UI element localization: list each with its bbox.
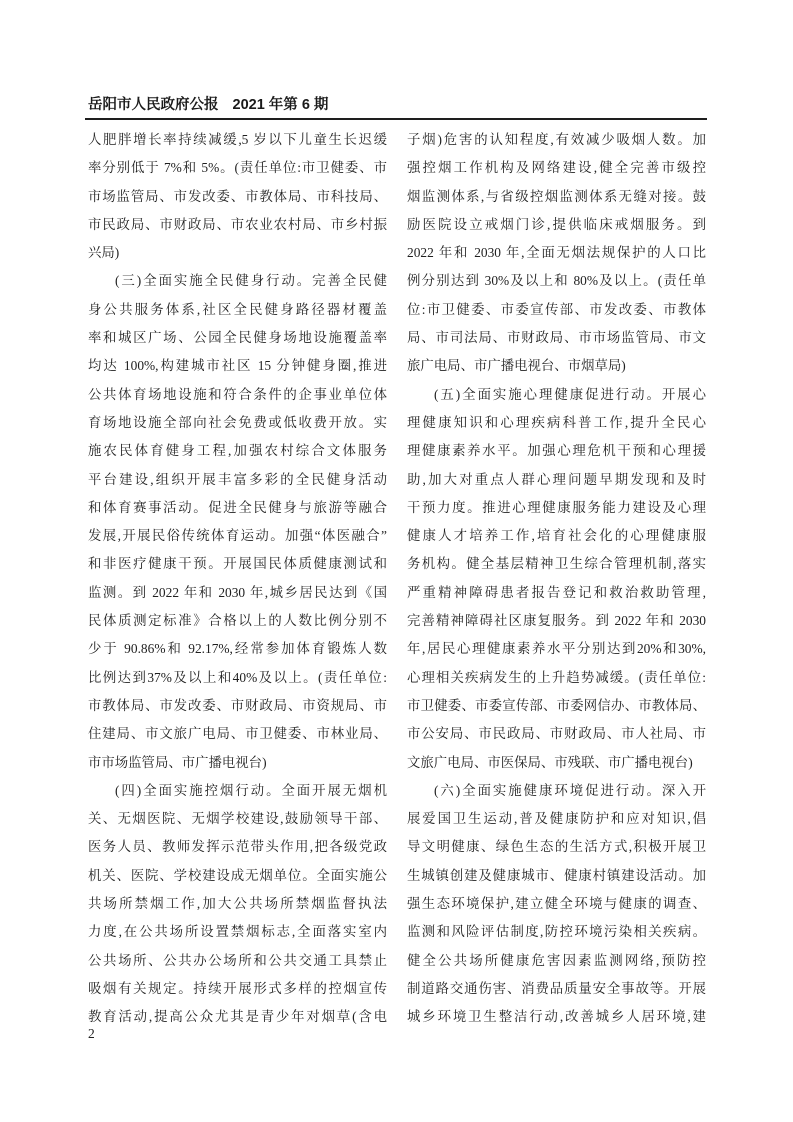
- body-text-line: 监测和风险评估制度,防控环境污染相关疾病。: [407, 924, 706, 940]
- body-text-line: (五)全面实施心理健康促进行动。开展心: [434, 386, 706, 402]
- body-text-line: 局、市司法局、市财政局、市市场监管局、市文: [407, 330, 706, 346]
- body-text-line: 强生态环境保护,建立健全环境与健康的调查、: [407, 896, 706, 912]
- body-text-line: 平台建设,组织开展丰富多彩的全民健身活动: [88, 471, 387, 487]
- body-text-line: 力度,在公共场所设置禁烟标志,全面落实室内: [88, 924, 387, 940]
- body-text-line: 例分别达到 30%及以上和 80%及以上。(责任单: [407, 273, 706, 289]
- body-text-line: 关、无烟医院、无烟学校建设,鼓励领导干部、: [88, 811, 387, 827]
- body-text-line: 市市场监管局、市广播电视台): [88, 754, 267, 770]
- body-text-line: (六)全面实施健康环境促进行动。深入开: [434, 782, 706, 798]
- body-text-line: 民体质测定标准》合格以上的人数比例分别不: [88, 613, 387, 629]
- body-text-line: 公共体育场地设施和符合条件的企事业单位体: [88, 386, 387, 402]
- body-text-line: 展爱国卫生运动,普及健康防护和应对知识,倡: [407, 811, 706, 827]
- body-text-line: 监测。到 2022 年和 2030 年,城乡居民达到《国: [88, 584, 387, 600]
- body-text-line: 理健康素养水平。加强心理危机干预和心理援: [407, 443, 706, 459]
- body-text-line: 生城镇创建及健康城市、健康村镇建设活动。加: [407, 867, 706, 883]
- body-text-line: 兴局): [88, 245, 120, 261]
- page-number: 2: [88, 1026, 95, 1041]
- right-column: [407, 126, 706, 1032]
- body-text-line: 健康人才培养工作,培育社会化的心理健康服: [407, 528, 706, 544]
- body-text-line: 市卫健委、市委宣传部、市委网信办、市教体局、: [407, 697, 706, 713]
- body-text-line: 制道路交通伤害、消费品质量安全事故等。开展: [407, 980, 706, 996]
- body-text-line: 旅广电局、市广播电视台、市烟草局): [407, 358, 626, 374]
- body-text-line: 身公共服务体系,社区全民健身路径器材覆盖: [88, 301, 387, 317]
- body-text-line: 市教体局、市发改委、市财政局、市资规局、市: [88, 697, 387, 713]
- body-text-line: 率分别低于 7%和 5%。(责任单位:市卫健委、市: [88, 160, 387, 176]
- body-text-line: 文旅广电局、市医保局、市残联、市广播电视台): [407, 754, 693, 770]
- body-text-line: 烟监测体系,与省级控烟监测体系无缝对接。鼓: [407, 188, 706, 204]
- body-text-line: 公共场所、公共办公场所和公共交通工具禁止: [88, 952, 387, 968]
- body-text-line: 理健康知识和心理疾病科普工作,提升全民心: [407, 414, 706, 430]
- document-body: [88, 126, 706, 1032]
- left-column: [88, 126, 387, 1032]
- body-text-line: 比例达到37%及以上和40%及以上。(责任单位:: [88, 669, 387, 685]
- body-text-line: 发展,开展民俗传统体育运动。加强“体医融合”: [88, 528, 387, 544]
- body-text-line: 和体育赛事活动。促进全民健身与旅游等融合: [88, 499, 387, 515]
- page-header: [88, 97, 708, 113]
- body-text-line: 完善精神障碍社区康复服务。到 2022 年和 2030: [407, 613, 706, 629]
- body-text-line: 均达 100%,构建城市社区 15 分钟健身圈,推进: [88, 358, 387, 374]
- body-text-line: 施农民体育健身工程,加强农村综合文体服务: [88, 443, 387, 459]
- body-text-line: 助,加大对重点人群心理问题早期发现和及时: [407, 471, 706, 487]
- body-text-line: 教育活动,提高公众尤其是青少年对烟草(含电: [88, 1009, 387, 1025]
- body-text-line: 人肥胖增长率持续减缓,5 岁以下儿童生长迟缓: [88, 132, 387, 147]
- body-text-line: 市公安局、市民政局、市财政局、市人社局、市: [407, 726, 706, 742]
- body-text-line: 育场地设施全部向社会免费或低收费开放。实: [88, 414, 387, 430]
- body-text-line: 干预力度。推进心理健康服务能力建设及心理: [407, 499, 706, 515]
- body-text-line: 住建局、市文旅广电局、市卫健委、市林业局、: [88, 726, 387, 742]
- body-text-line: 医务人员、教师发挥示范带头作用,把各级党政: [88, 839, 387, 855]
- body-text-line: 年,居民心理健康素养水平分别达到20%和30%,: [407, 641, 706, 657]
- body-text-line: 和非医疗健康干预。开展国民体质健康测试和: [88, 556, 387, 572]
- body-text-line: 率和城区广场、公园全民健身场地设施覆盖率: [88, 330, 387, 346]
- gazette-title: 岳阳市人民政府公报: [88, 97, 219, 113]
- body-text-line: 励医院设立戒烟门诊,提供临床戒烟服务。到: [407, 216, 706, 232]
- body-text-line: 少于 90.86%和 92.17%,经常参加体育锻炼人数: [88, 641, 387, 657]
- body-text-line: 市场监管局、市发改委、市教体局、市科技局、: [88, 188, 387, 204]
- body-text-line: 机关、医院、学校建设成无烟单位。全面实施公: [88, 867, 387, 883]
- body-text-line: (四)全面实施控烟行动。全面开展无烟机: [115, 782, 387, 798]
- body-text-line: 强控烟工作机构及网络建设,健全完善市级控: [407, 160, 706, 176]
- body-text-line: 子烟)危害的认知程度,有效减少吸烟人数。加: [407, 132, 706, 147]
- body-text-line: 市民政局、市财政局、市农业农村局、市乡村振: [88, 216, 387, 232]
- header-rule: [85, 118, 707, 120]
- gazette-issue: 2021 年第 6 期: [232, 97, 329, 113]
- body-text-line: 心理相关疾病发生的上升趋势减缓。(责任单位:: [407, 669, 706, 685]
- body-text-line: 2022 年和 2030 年,全面无烟法规保护的人口比: [407, 245, 706, 261]
- body-text-line: 共场所禁烟工作,加大公共场所禁烟监督执法: [88, 896, 387, 912]
- body-text-line: 导文明健康、绿色生态的生活方式,积极开展卫: [407, 839, 706, 855]
- body-text-line: 位:市卫健委、市委宣传部、市发改委、市教体: [407, 301, 706, 317]
- body-text-line: 严重精神障碍患者报告登记和救治救助管理,: [407, 584, 706, 600]
- body-text-line: (三)全面实施全民健身行动。完善全民健: [115, 273, 387, 289]
- body-text-line: 务机构。健全基层精神卫生综合管理机制,落实: [407, 556, 706, 572]
- body-text-line: 城乡环境卫生整洁行动,改善城乡人居环境,建: [407, 1009, 706, 1025]
- body-text-line: 吸烟有关规定。持续开展形式多样的控烟宣传: [88, 980, 387, 996]
- body-text-line: 健全公共场所健康危害因素监测网络,预防控: [407, 952, 706, 968]
